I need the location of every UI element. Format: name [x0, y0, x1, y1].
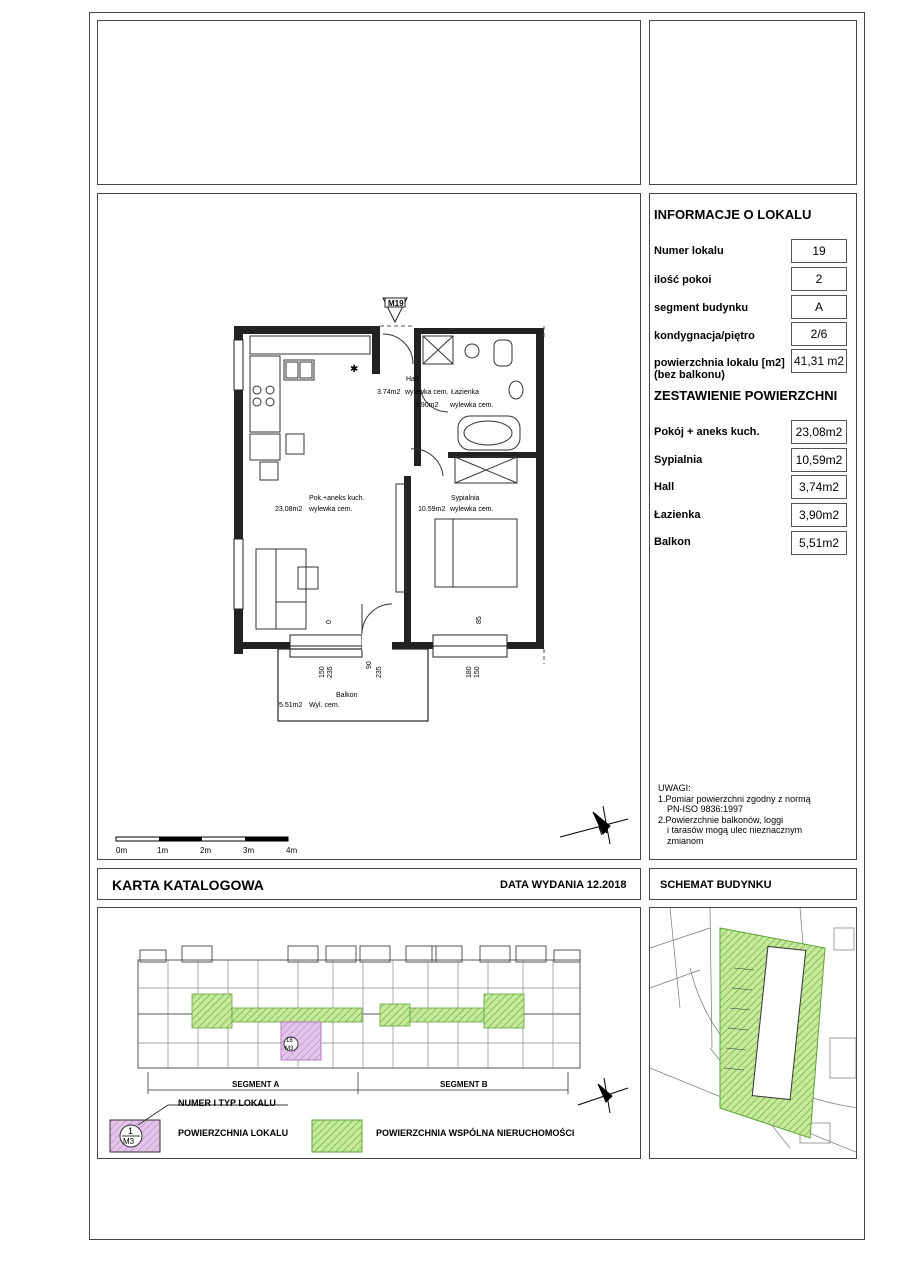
summary-title: ZESTAWIENIE POWIERZCHNI [654, 388, 838, 403]
notes [658, 783, 811, 846]
svg-text:✱: ✱ [350, 364, 359, 375]
north-arrow-icon [560, 806, 628, 844]
dim-1a: 150 [319, 666, 326, 678]
hall-floor: wylewka cem. [405, 389, 449, 396]
hall-area: 3.74m2 [377, 389, 401, 396]
dim-2a: 90 [366, 661, 373, 669]
scale-4: 4m [286, 846, 298, 855]
living-floor: wylewka cem. [309, 506, 353, 513]
info-label-number: Numer lokalu [654, 245, 724, 257]
wall-partition [404, 476, 411, 646]
info-label-floor: kondygnacja/piętro [654, 330, 755, 342]
summary-label-living: Pokój + aneks kuch. [654, 426, 760, 438]
info-label-rooms: ilość pokoi [654, 274, 712, 286]
summary-value-hall: 3,74m2 [791, 475, 847, 499]
balcony-area: 5.51m2 [279, 702, 303, 709]
notes-line-2: PN-ISO 9836:1997 [667, 804, 744, 814]
scale-1: 1m [157, 846, 169, 855]
info-label-area-note: (bez balkonu) [654, 369, 725, 381]
notes-header: UWAGI: [658, 783, 691, 793]
summary-value-bedroom: 10,59m2 [791, 448, 847, 472]
site-schema-panel [649, 907, 857, 1159]
summary-value-bathroom: 3,90m2 [791, 503, 847, 527]
schema-title: SCHEMAT BUDYNKU [660, 879, 772, 891]
scale-0: 0m [116, 846, 128, 855]
wall-top-left [234, 326, 380, 334]
scale-3: 3m [243, 846, 255, 855]
hall-name: Hall [406, 376, 419, 383]
toilet [494, 340, 512, 366]
info-value-area: 41,31 m2 [791, 349, 847, 373]
legend-unit-area: POWIERZCHNIA LOKALU [178, 1128, 289, 1138]
segment-b-label: SEGMENT B [440, 1080, 488, 1089]
window-left-bottom [234, 539, 243, 609]
summary-value-living: 23,08m2 [791, 420, 847, 444]
notes-line-1: 1.Pomiar powierzchni zgodny z normą [658, 793, 811, 804]
unit-tag: M19 [388, 299, 404, 308]
bath-name: Łazienka [451, 389, 480, 396]
scale-2: 2m [200, 846, 212, 855]
living-area: 23.08m2 [275, 506, 303, 513]
info-value-rooms: 2 [791, 267, 847, 291]
svg-text:N: N [601, 1090, 613, 1104]
summary-label-balcony: Balkon [654, 536, 691, 548]
summary-label-bathroom: Łazienka [654, 509, 701, 521]
floor-plan-panel [97, 193, 641, 860]
bed-name: Sypialnia [451, 495, 480, 502]
summary-label-hall: Hall [654, 481, 675, 493]
north-arrow-icon-small [578, 1078, 628, 1113]
unit-number: 18 [286, 1038, 293, 1044]
info-panel [649, 193, 857, 860]
info-value-segment: A [791, 295, 847, 319]
info-value-number: 19 [791, 239, 847, 263]
building-layout [98, 908, 642, 1160]
bath-area: 3.90m2 [415, 402, 439, 409]
segment-a-label: SEGMENT A [232, 1080, 280, 1089]
site-map [650, 908, 857, 1159]
svg-text:N: N [596, 822, 610, 839]
living-name: Pok.+aneks kuch. [309, 495, 365, 502]
balcony-name: Balkon [336, 692, 358, 699]
table [250, 434, 280, 460]
summary-value-balcony: 5,51m2 [791, 531, 847, 555]
catalog-title: KARTA KATALOGOWA [112, 877, 264, 893]
notes-line-5: zmianom [667, 835, 704, 846]
info-label-area: powierzchnia lokalu [m2] [654, 357, 785, 369]
dim-5: 85 [476, 616, 483, 624]
chair [260, 462, 278, 480]
wall-top-right [414, 328, 539, 334]
legend-swatch-common [312, 1120, 362, 1152]
dim-3b: 150 [474, 666, 481, 678]
dim-2b: 235 [376, 666, 383, 678]
building-layout-panel [97, 907, 641, 1159]
window-left-top [234, 340, 243, 390]
wall-hall-left [372, 334, 380, 374]
dim-1b: 235 [327, 666, 334, 678]
issue-date: DATA WYDANIA 12.2018 [500, 879, 627, 891]
schema-bar [649, 868, 857, 900]
notes-line-3: 2.Powierzchnie balkonów, loggi [658, 814, 784, 825]
header-box-left [97, 20, 641, 185]
info-label-segment: segment budynku [654, 302, 749, 314]
wall-bath-left [414, 328, 421, 466]
dim-3a: 180 [466, 666, 473, 678]
catalog-bar [97, 868, 641, 900]
chair [286, 434, 304, 454]
coffee-table [298, 567, 318, 589]
floor-plan [98, 194, 642, 861]
legend-number-type: NUMER I TYP LOKALU [178, 1098, 276, 1108]
balcony-outline [278, 649, 428, 721]
summary-label-bedroom: Sypialnia [654, 454, 703, 466]
bed-area: 10.59m2 [418, 506, 446, 513]
kitchen-counter-top [250, 336, 370, 354]
notes-line-4: i tarasów mogą ulec nieznacznym [667, 825, 803, 835]
legend-num: 1 [128, 1126, 134, 1136]
unit-type: M3 [285, 1046, 294, 1052]
legend-common-area: POWIERZCHNIA WSPÓLNA NIERUCHOMOŚCI [376, 1128, 575, 1138]
scale-bar [116, 837, 297, 855]
legend-type: M3 [123, 1137, 135, 1146]
info-title: INFORMACJE O LOKALU [654, 207, 812, 222]
header-box-right [649, 20, 857, 185]
sink [284, 360, 314, 380]
dim-4: 0 [326, 620, 333, 624]
bed [435, 519, 517, 587]
balcony-floor: Wyl. cem. [309, 702, 340, 709]
info-value-floor: 2/6 [791, 322, 847, 346]
bath-floor: wylewka cem. [450, 402, 494, 409]
wall-right [536, 328, 544, 649]
bed-floor: wylewka cem. [450, 506, 494, 513]
kitchen-counter-side [250, 356, 280, 432]
